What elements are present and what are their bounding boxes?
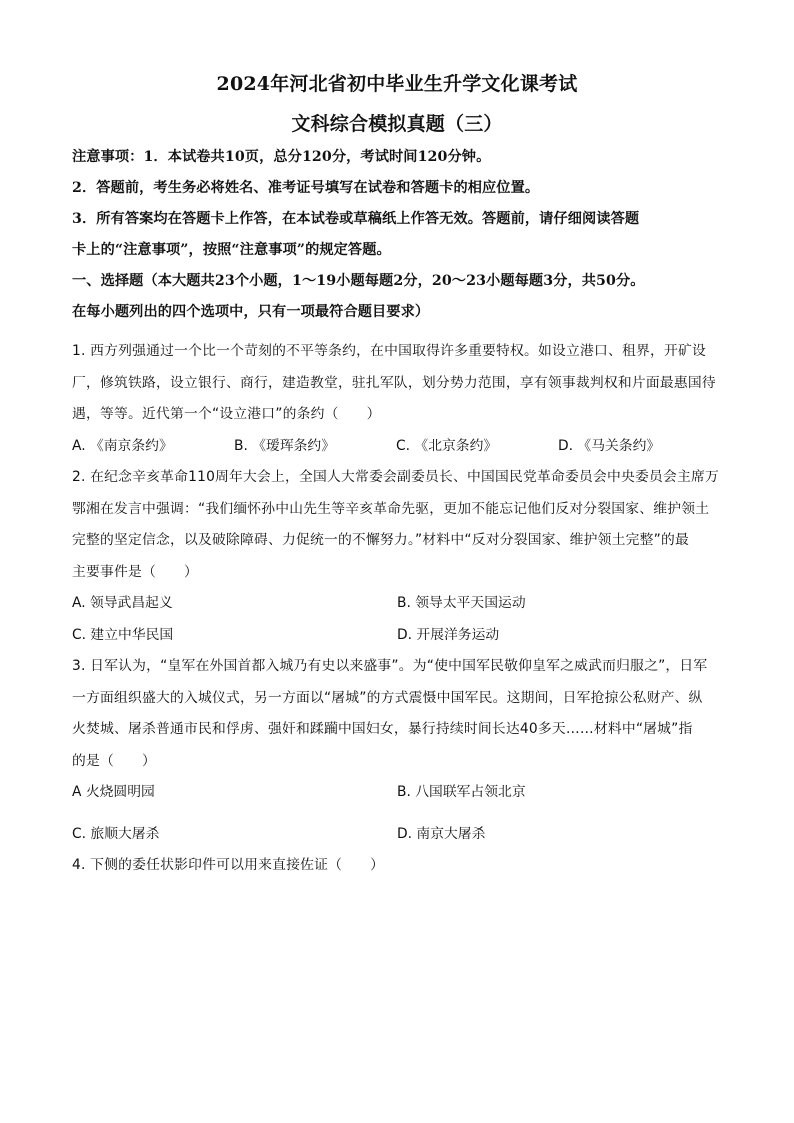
notice-line-3b: 卡上的“注意事项”，按照“注意事项”的规定答题。 [72,242,391,258]
notice-line-1: 注意事项：1．本试卷共10页，总分120分，考试时间120分钟。 [72,149,491,165]
question-text-line: 火焚城、屠杀普通市民和俘虏、强奸和蹂躏中国妇女，暴行持续时间长达40多天……材料中“屠城”指 [72,721,693,737]
spacer [72,809,722,819]
question-text-line: 一方面组织盛大的入城仪式，另一方面以“屠城”的方式震慑中国军民。这期间，日军抢掠公私财产、纵 [72,689,703,706]
notice-block [72,142,722,328]
option-b: B. 领导太平天国运动 [397,595,526,611]
question-options [72,588,722,620]
exam-title: 2024年河北省初中毕业生升学文化课考试 [216,73,578,95]
option-d: D. 《马关条约》 [558,437,661,454]
question-text-line: 1. 西方列强通过一个比一个苛刻的不平等条约，在中国取得许多重要特权。如设立港口、租界，开矿设 [72,343,707,359]
notice-line-2: 2．答题前，考生务必将姓名、准考证号填写在试卷和答题卡的相应位置。 [72,180,540,196]
question-3 [72,651,722,850]
question-text-line: 完整的坚定信念，以及破除障碍、力促统一的不懈努力。”材料中“反对分裂国家、维护领土完整”的最 [72,532,690,548]
option-d: D. 开展洋务运动 [397,626,500,643]
question-text-line: 鄂湘在发言中强调：“我们缅怀孙中山先生等辛亥革命先驱，更加不能忘记他们反对分裂国家、维护领土 [72,500,710,517]
question-1 [72,336,722,462]
exam-page [72,72,722,882]
question-options [72,620,722,652]
option-b: B. 《瑷珲条约》 [234,437,336,454]
question-options [72,777,722,809]
option-a: A 火烧圆明园 [72,784,155,800]
question-text-line: 2. 在纪念辛亥革命110周年大会上，全国人大常委会副委员长、中国国民党革命委员会中央委员会主席万 [72,469,719,485]
option-d: D. 南京大屠杀 [397,825,486,842]
section-heading-line-2: 在每小题列出的四个选项中，只有一项最符合题目要求） [72,304,430,320]
question-text-line: 遇，等等。近代第一个“设立港口”的条约（ ） [72,406,381,422]
question-text-line: 厂，修筑铁路，设立银行、商行，建造教堂，驻扎军队，划分势力范围，享有领事裁判权和片面最惠国待 [72,374,716,391]
question-text-line: 3. 日军认为，“皇军在外国首都入城乃有史以来盛事”。为“使中国军民敬仰皇军之威武而归服之”，日军 [72,658,708,674]
option-a: A. 领导武昌起义 [72,595,173,611]
option-c: C. 《北京条约》 [396,437,498,454]
exam-subtitle: 文科综合模拟真题（三） [291,113,503,135]
question-text-line: 的是（ ） [72,752,156,769]
option-c: C. 建立中华民国 [72,626,174,643]
option-b: B. 八国联军占领北京 [397,784,526,800]
notice-line-3a: 3．所有答案均在答题卡上作答，在本试卷或草稿纸上作答无效。答题前，请仔细阅读答题 [72,211,640,227]
option-a: A. 《南京条约》 [72,437,173,454]
question-options [72,819,722,851]
option-c: C. 旅顺大屠杀 [72,825,160,842]
question-options [72,431,722,463]
section-heading-line-1: 一、选择题（本大题共23个小题，1～19小题每题2分，20～23小题每题3分，共50分。 [72,273,645,289]
question-text-line: 主要事件是（ ） [72,563,198,580]
question-2 [72,462,722,651]
question-4 [72,850,722,882]
question-text-line: 4. 下侧的委任状影印件可以用来直接佐证（ ） [72,857,385,873]
